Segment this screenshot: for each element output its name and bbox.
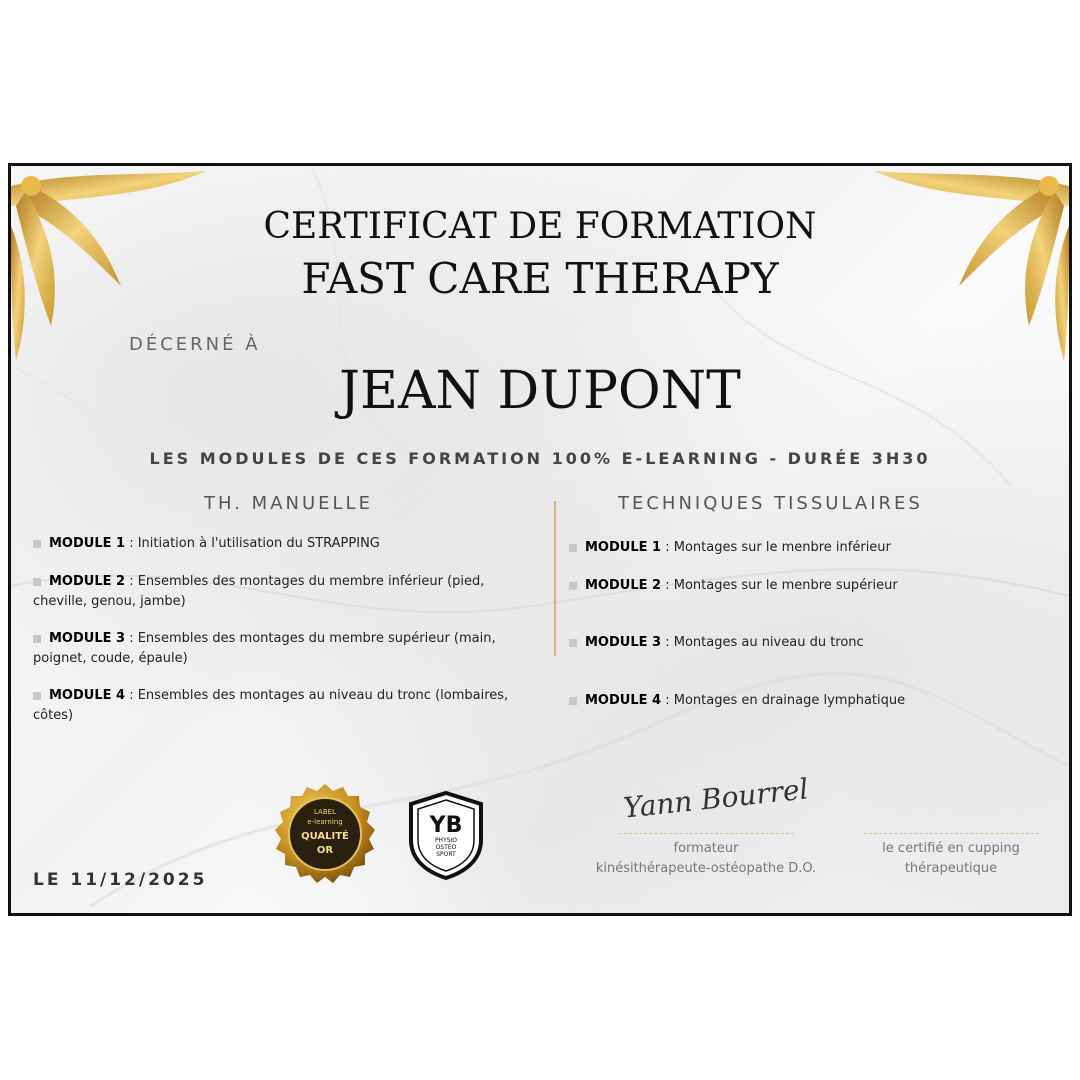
yb-logo-osteo: OSTEO [435, 844, 457, 851]
bullet-square-icon [33, 692, 41, 700]
yb-logo-physio: PHYSIO [434, 837, 458, 844]
column-divider [554, 501, 556, 656]
certified-caption [856, 839, 1046, 879]
bullet-square-icon [569, 639, 577, 647]
trainer-signature: Yann Bourrel [621, 772, 810, 825]
recipient-name: JEAN DUPONT [339, 361, 741, 421]
left-module-4: MODULE 4 : Ensembles des montages au niveau du tronc (lombaires, côtes) [33, 688, 509, 723]
certificate-title: CERTIFICAT DE FORMATION [263, 206, 817, 247]
course-title: FAST CARE THERAPY [301, 254, 779, 303]
yb-physio-logo [407, 790, 485, 880]
right-module-4: MODULE 4 : Montages en drainage lymphatique [569, 691, 1039, 711]
seal-text-quality: QUALITÉ [301, 831, 349, 842]
seal-text-elearning: e-learning [307, 818, 343, 826]
bullet-square-icon [569, 697, 577, 705]
certificate [8, 163, 1072, 916]
modules-heading: LES MODULES DE CES FORMATION 100% E-LEARNING - DURÉE 3H30 [149, 449, 931, 468]
left-module-3: MODULE 3 : Ensembles des montages du membre supérieur (main, poignet, coude, épaule) [33, 631, 496, 666]
trainer-role-line1: formateur [673, 841, 739, 856]
right-column-title: TECHNIQUES TISSULAIRES [618, 493, 923, 514]
trainer-role [571, 839, 841, 879]
yb-logo-sport: SPORT [436, 851, 456, 858]
bullet-square-icon [33, 540, 41, 548]
certified-signature-line [864, 833, 1039, 834]
certified-line1: le certifié en cupping [882, 841, 1020, 856]
left-column-title: TH. MANUELLE [204, 493, 373, 514]
bullet-square-icon [569, 544, 577, 552]
seal-text-gold: OR [316, 845, 334, 856]
quality-seal-icon [273, 782, 377, 886]
seal-text-label: LABEL [314, 808, 336, 816]
right-module-2: MODULE 2 : Montages sur le menbre supérieur [569, 576, 1039, 596]
yb-logo-letters: YB [429, 813, 463, 838]
left-module-1: MODULE 1 : Initiation à l'utilisation du STRAPPING [33, 534, 533, 554]
certified-line2: thérapeutique [904, 861, 998, 876]
certificate-date: LE 11/12/2025 [33, 870, 208, 890]
awarded-to-label: DÉCERNÉ À [129, 334, 261, 355]
trainer-signature-line [619, 833, 794, 834]
trainer-role-line2: kinésithérapeute-ostéopathe D.O. [595, 861, 817, 876]
right-module-3: MODULE 3 : Montages au niveau du tronc [569, 633, 1039, 653]
bullet-square-icon [33, 635, 41, 643]
bullet-square-icon [569, 582, 577, 590]
bullet-square-icon [33, 578, 41, 586]
left-module-2: MODULE 2 : Ensembles des montages du membre inférieur (pied, cheville, genou, jambe) [33, 574, 485, 609]
right-module-1: MODULE 1 : Montages sur le menbre inférieur [569, 538, 1039, 558]
